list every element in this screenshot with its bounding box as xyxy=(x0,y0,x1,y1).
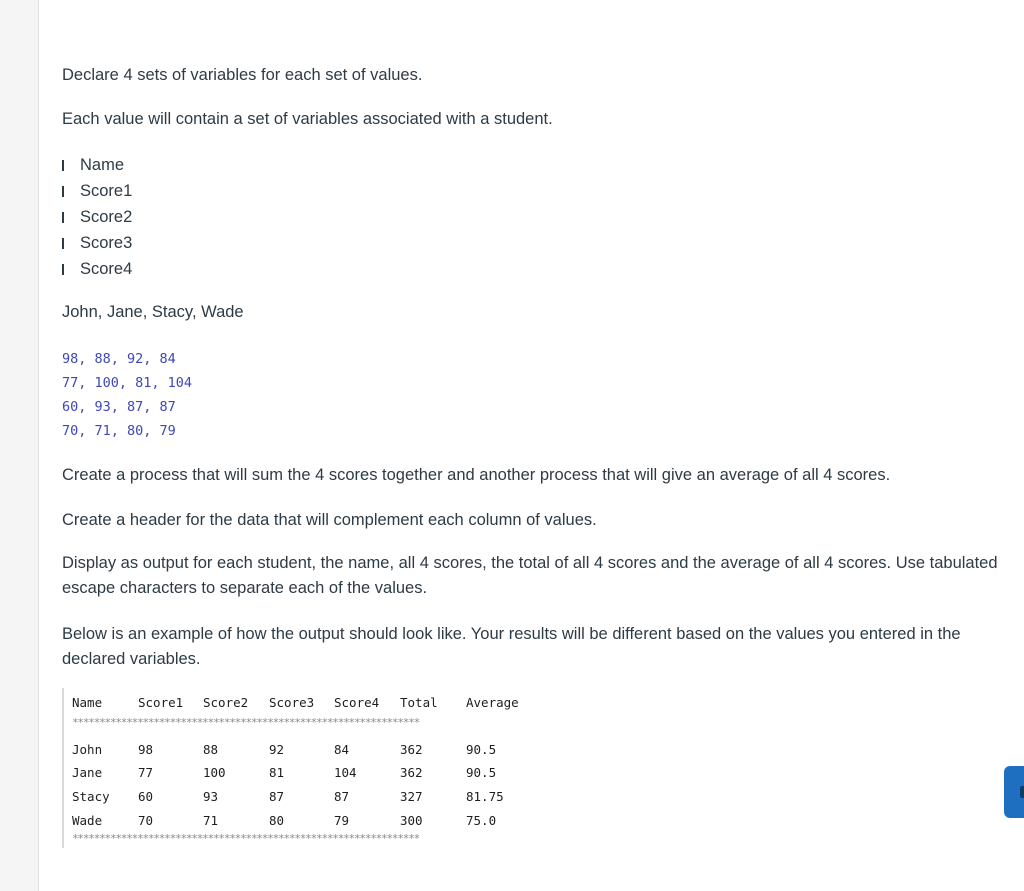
cell-name: Stacy xyxy=(72,789,110,804)
list-item xyxy=(62,178,132,204)
list-item xyxy=(62,230,132,256)
cell-total: 327 xyxy=(400,789,423,804)
list-item-label: Score3 xyxy=(80,234,133,252)
bullet-icon xyxy=(62,160,64,171)
list-item-label: Score4 xyxy=(80,260,133,278)
table-row xyxy=(64,813,534,831)
cell-average: 90.5 xyxy=(466,765,497,780)
header-score1: Score1 xyxy=(138,695,184,710)
cell-score4: 87 xyxy=(334,789,350,804)
cell-total: 362 xyxy=(400,765,423,780)
cell-score2: 88 xyxy=(203,742,219,757)
cell-score1: 60 xyxy=(138,789,154,804)
cell-score4: 79 xyxy=(334,813,350,828)
code-line: 98, 88, 92, 84 xyxy=(62,351,176,367)
chevron-left-icon xyxy=(1020,786,1024,798)
cell-name: Jane xyxy=(72,765,103,780)
instruction-process: Create a process that will sum the 4 scores together and another process that will give an average of all 4 scores. xyxy=(62,466,891,484)
header-score3: Score3 xyxy=(269,695,315,710)
header-total: Total xyxy=(400,695,438,710)
example-output xyxy=(62,688,534,848)
cell-score3: 80 xyxy=(269,813,285,828)
cell-name: Wade xyxy=(72,813,103,828)
table-row xyxy=(64,765,534,783)
header-name: Name xyxy=(72,695,103,710)
list-item-label: Score1 xyxy=(80,182,133,200)
list-item-label: Score2 xyxy=(80,208,133,226)
side-panel-tab[interactable] xyxy=(1004,766,1024,818)
variable-list xyxy=(62,152,132,282)
cell-score2: 100 xyxy=(203,765,226,780)
output-header-row xyxy=(64,695,534,713)
header-average: Average xyxy=(466,695,519,710)
instruction-each-value: Each value will contain a set of variables associated with a student. xyxy=(62,110,553,128)
cell-total: 300 xyxy=(400,813,423,828)
cell-score2: 71 xyxy=(203,813,219,828)
separator-line: **************************************************************** xyxy=(72,716,420,729)
cell-average: 90.5 xyxy=(466,742,497,757)
cell-name: John xyxy=(72,742,103,757)
cell-score2: 93 xyxy=(203,789,219,804)
table-row xyxy=(64,789,534,807)
bullet-icon xyxy=(62,186,64,197)
bullet-icon xyxy=(62,212,64,223)
cell-score1: 70 xyxy=(138,813,154,828)
bullet-icon xyxy=(62,264,64,275)
cell-score3: 92 xyxy=(269,742,285,757)
bullet-icon xyxy=(62,238,64,249)
cell-score3: 81 xyxy=(269,765,285,780)
header-score2: Score2 xyxy=(203,695,249,710)
instruction-declare: Declare 4 sets of variables for each set of values. xyxy=(62,66,423,84)
code-line: 77, 100, 81, 104 xyxy=(62,375,193,391)
separator-line: **************************************************************** xyxy=(72,832,420,845)
list-item xyxy=(62,152,132,178)
header-score4: Score4 xyxy=(334,695,380,710)
list-item xyxy=(62,256,132,282)
table-row xyxy=(64,742,534,760)
cell-total: 362 xyxy=(400,742,423,757)
cell-average: 81.75 xyxy=(466,789,504,804)
cell-score4: 104 xyxy=(334,765,357,780)
code-line: 60, 93, 87, 87 xyxy=(62,399,176,415)
list-item-label: Name xyxy=(80,156,125,174)
cell-score1: 98 xyxy=(138,742,154,757)
cell-score1: 77 xyxy=(138,765,154,780)
list-item xyxy=(62,204,132,230)
cell-score4: 84 xyxy=(334,742,350,757)
student-names: John, Jane, Stacy, Wade xyxy=(62,303,244,321)
cell-score3: 87 xyxy=(269,789,285,804)
instruction-example: Below is an example of how the output should look like. Your results will be different based on the values you entered in the declared variables. xyxy=(62,625,961,668)
instruction-display: Display as output for each student, the name, all 4 scores, the total of all 4 scores and the average of all 4 scores. Use tabulated escape characters to separate each of the values. xyxy=(62,554,998,597)
cell-average: 75.0 xyxy=(466,813,497,828)
score-values-code xyxy=(62,347,192,443)
left-gutter xyxy=(0,0,39,891)
instruction-header: Create a header for the data that will complement each column of values. xyxy=(62,511,597,529)
code-line: 70, 71, 80, 79 xyxy=(62,423,176,439)
